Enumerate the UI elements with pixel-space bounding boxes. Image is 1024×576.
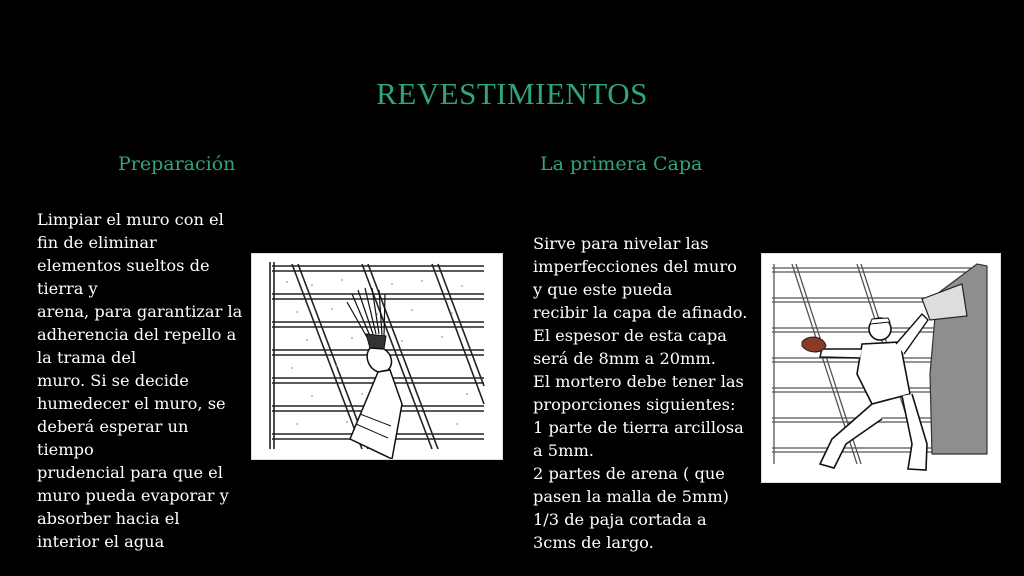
worker-plastering-icon: [762, 254, 1000, 482]
text-line: prudencial para que el: [37, 463, 223, 482]
text-line: 1 parte de tierra arcillosa: [533, 418, 744, 437]
text-line: imperfecciones del muro: [533, 257, 737, 276]
text-line: tiempo: [37, 440, 94, 459]
text-line: arena, para garantizar la: [37, 302, 243, 321]
heading-preparacion: Preparación: [118, 153, 236, 175]
text-line: El mortero debe tener las: [533, 372, 744, 391]
text-line: y que este pueda: [533, 280, 673, 299]
text-line: 3cms de largo.: [533, 533, 654, 552]
wall-brush-icon: [252, 254, 502, 459]
text-line: adherencia del repello a: [37, 325, 237, 344]
text-line: será de 8mm a 20mm.: [533, 349, 716, 368]
text-line: a 5mm.: [533, 441, 594, 460]
text-line: muro pueda evaporar y: [37, 486, 229, 505]
text-line: Limpiar el muro con el: [37, 210, 224, 229]
wall-brush-illustration: [251, 253, 503, 460]
primera-capa-text: [533, 232, 747, 554]
text-line: recibir la capa de afinado.: [533, 303, 748, 322]
preparacion-text: [37, 208, 242, 553]
text-line: elementos sueltos de: [37, 256, 210, 275]
text-line: interior el agua: [37, 532, 165, 551]
text-line: deberá esperar un: [37, 417, 189, 436]
heading-primera-capa: La primera Capa: [540, 153, 703, 175]
text-line: absorber hacia el: [37, 509, 180, 528]
text-line: pasen la malla de 5mm): [533, 487, 729, 506]
text-line: proporciones siguientes:: [533, 395, 736, 414]
text-line: Sirve para nivelar las: [533, 234, 709, 253]
text-line: la trama del: [37, 348, 137, 367]
text-line: El espesor de esta capa: [533, 326, 727, 345]
text-line: 2 partes de arena ( que: [533, 464, 725, 483]
text-line: fin de eliminar: [37, 233, 157, 252]
text-line: tierra y: [37, 279, 98, 298]
worker-plastering-illustration: [761, 253, 1001, 483]
text-line: muro. Si se decide: [37, 371, 189, 390]
text-line: 1/3 de paja cortada a: [533, 510, 707, 529]
slide-title: REVESTIMIENTOS: [376, 76, 648, 111]
text-line: humedecer el muro, se: [37, 394, 226, 413]
